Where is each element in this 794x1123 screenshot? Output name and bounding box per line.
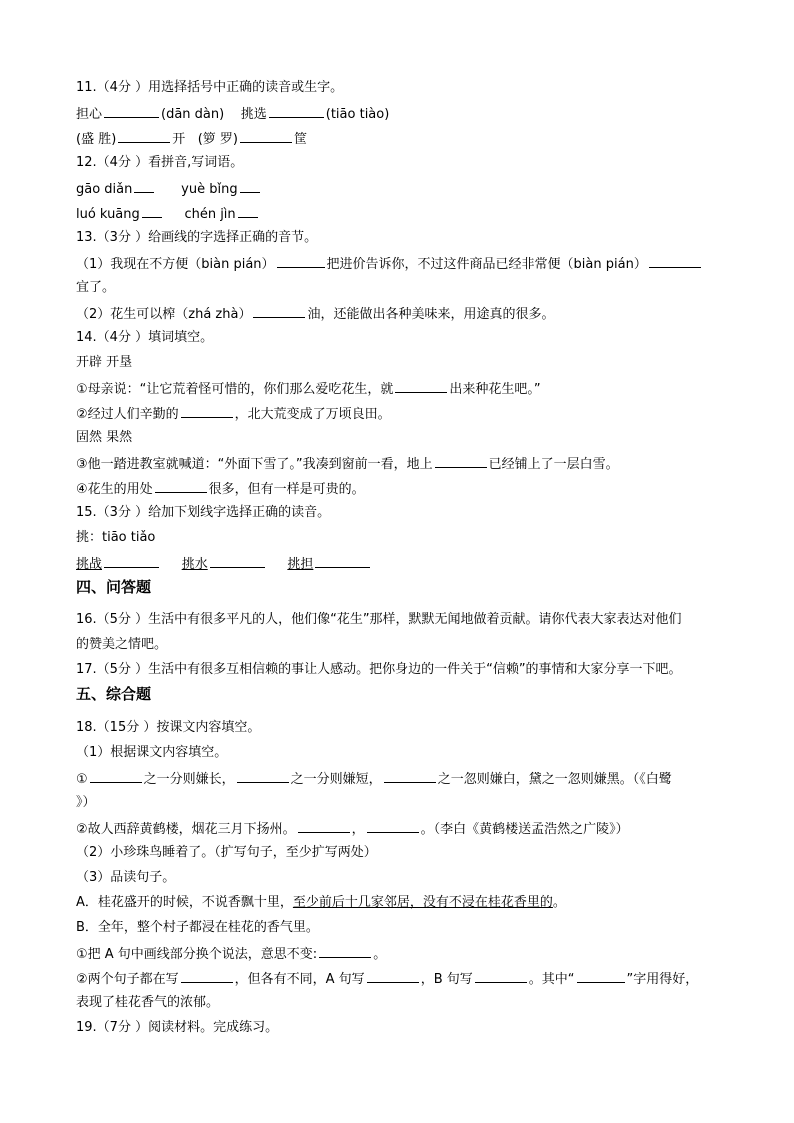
- pinyin-prompt: chén jìn: [184, 207, 236, 222]
- q14-sentence-4: [76, 480, 365, 498]
- q14-heading: 14.（4分 ）填词填空。: [76, 330, 214, 345]
- q19-heading: 19.（7分 ）阅读材料。完成练习。: [76, 1020, 279, 1035]
- q15-heading: 15.（3分 ）给加下划线字选择正确的读音。: [76, 505, 331, 520]
- q18-text: ”字用得好，: [626, 972, 699, 987]
- underlined-phrase: 至少前后十几家邻居，没有不浸在桂花香里的: [292, 895, 553, 910]
- q16-line-2: 的赞美之情吧。: [76, 637, 168, 652]
- q11-tail-d: 筐: [293, 132, 307, 147]
- answer-blank[interactable]: [237, 770, 289, 783]
- q11-pinyin-b: (tiāo tiào): [325, 107, 390, 122]
- q18-text: 。（李白《黄鹤楼送孟浩然之广陵》）: [420, 822, 629, 837]
- answer-blank[interactable]: [181, 405, 233, 418]
- answer-blank[interactable]: [577, 970, 625, 983]
- q14-word-choices-2: 固然 果然: [76, 430, 133, 445]
- section-4-title: 四、问答题: [76, 578, 152, 596]
- q13-line-3: [76, 305, 554, 323]
- q18-text: 之一分则嫌短，: [290, 772, 382, 787]
- q16-line-1: 16.（5分 ）生活中有很多平凡的人，他们像“花生”那样，默默无闻地做着贡献。请你代表大家表达对他们: [76, 612, 682, 627]
- q14-sentence-3: [76, 455, 619, 473]
- answer-blank[interactable]: [155, 480, 207, 493]
- answer-blank[interactable]: [319, 945, 371, 958]
- answer-blank[interactable]: [277, 255, 325, 268]
- q11-options-d: (箩 罗): [197, 132, 238, 147]
- answer-blank[interactable]: [181, 970, 233, 983]
- q14-text: 很多，但有一样是可贵的。: [208, 482, 365, 497]
- q11-tail-c: 开: [172, 132, 186, 147]
- q18-heading: 18.（15分 ）按课文内容填空。: [76, 720, 261, 735]
- q18-text: 。: [373, 947, 387, 962]
- q11-line-1: [76, 105, 389, 123]
- q11-word-b: 挑选: [240, 107, 267, 122]
- q12-line-1: [76, 180, 262, 198]
- answer-blank[interactable]: [315, 555, 370, 568]
- q18-sentence-b: B．全年，整个村子都浸在桂花的香气里。: [76, 920, 319, 935]
- q18-text: 。其中“: [528, 972, 575, 987]
- q18-text: 之一分则嫌长，: [143, 772, 235, 787]
- answer-blank[interactable]: [134, 180, 154, 193]
- q18-fill-2: [76, 820, 629, 838]
- q18-text: 。: [552, 895, 566, 910]
- q13-heading: 13.（3分 ）给画线的字选择正确的音节。: [76, 230, 318, 245]
- answer-blank[interactable]: [118, 130, 170, 143]
- q13-text: （1）我现在不方便（biàn pián）: [76, 257, 275, 272]
- q18-text: 之一忽则嫌白，黛之一忽则嫌黑。（《白鹭: [437, 772, 672, 787]
- answer-blank[interactable]: [104, 105, 159, 118]
- answer-blank[interactable]: [104, 555, 159, 568]
- q15-word: 挑担: [287, 557, 314, 572]
- q18-text: A．桂花盛开的时候，不说香飘十里，: [76, 895, 293, 910]
- q18-text: ②故人西辞黄鹤楼，烟花三月下扬州。: [76, 822, 296, 837]
- q13-line-1: [76, 255, 703, 273]
- pinyin-prompt: gāo diǎn: [76, 182, 133, 197]
- q18-text: ①把 A 句中画线部分换个说法，意思不变:: [76, 947, 318, 962]
- q18-text: ，但各有不同，A 句写: [234, 972, 365, 987]
- q18-fill-1: [76, 770, 672, 788]
- q18-text: ，B 句写: [420, 972, 473, 987]
- pinyin-prompt: luó kuāng: [76, 207, 140, 222]
- q14-word-choices-1: 开辟 开垦: [76, 355, 133, 370]
- answer-blank[interactable]: [395, 380, 447, 393]
- q13-text: （2）花生可以榨（zhá zhà）: [76, 307, 252, 322]
- answer-blank[interactable]: [240, 130, 292, 143]
- q18-part-2: （2）小珍珠鸟睡着了。（扩写句子，至少扩写两处）: [76, 845, 377, 860]
- answer-blank[interactable]: [367, 820, 419, 833]
- answer-blank[interactable]: [475, 970, 527, 983]
- q15-words: [76, 555, 372, 573]
- circled-number: ①: [76, 772, 88, 787]
- q14-text: ，北大荒变成了万顷良田。: [234, 407, 391, 422]
- section-5-title: 五、综合题: [76, 685, 152, 703]
- q18-text: ，: [351, 822, 365, 837]
- q11-pinyin-a: (dān dàn): [161, 107, 225, 122]
- q15-options: 挑：tiāo tiǎo: [76, 530, 156, 545]
- answer-blank[interactable]: [210, 555, 265, 568]
- answer-blank[interactable]: [649, 255, 701, 268]
- answer-blank[interactable]: [298, 820, 350, 833]
- q14-text: ④花生的用处: [76, 482, 153, 497]
- q18-question-1: [76, 945, 386, 963]
- q14-text: ③他一踏进教室就喊道：“外面下雪了。”我凑到窗前一看，地上: [76, 457, 433, 472]
- q18-question-2-cont: 表现了桂花香气的浓郁。: [76, 995, 220, 1010]
- answer-blank[interactable]: [384, 770, 436, 783]
- q12-line-2: [76, 205, 260, 223]
- answer-blank[interactable]: [269, 105, 324, 118]
- q18-fill-1-cont: 》）: [76, 795, 96, 810]
- q11-heading: 11.（4分 ）用选择括号中正确的读音或生字。: [76, 80, 344, 95]
- q18-part-1: （1）根据课文内容填空。: [76, 745, 228, 760]
- q14-sentence-2: [76, 405, 391, 423]
- q17-line: 17.（5分 ）生活中有很多互相信赖的事让人感动。把你身边的一件关于“信赖”的事情和大家分享一下吧。: [76, 662, 682, 677]
- q13-text: 把进价告诉你，不过这件商品已经非常便（biàn pián）: [326, 257, 647, 272]
- q15-word: 挑战: [76, 557, 103, 572]
- pinyin-prompt: yuè bǐng: [181, 182, 238, 197]
- q14-sentence-1: [76, 380, 541, 398]
- answer-blank[interactable]: [367, 970, 419, 983]
- q13-line-2: 宜了。: [76, 280, 116, 295]
- q18-text: ②两个句子都在写: [76, 972, 179, 987]
- answer-blank[interactable]: [238, 205, 258, 218]
- q11-line-2: [76, 130, 307, 148]
- q15-word: 挑水: [181, 557, 208, 572]
- q14-text: ①母亲说：“让它荒着怪可惜的，你们那么爱吃花生，就: [76, 382, 394, 397]
- q18-question-2: [76, 970, 698, 988]
- answer-blank[interactable]: [240, 180, 260, 193]
- q11-options-c: (盛 胜): [76, 132, 117, 147]
- q18-part-3: （3）品读句子。: [76, 870, 176, 885]
- answer-blank[interactable]: [142, 205, 162, 218]
- answer-blank[interactable]: [90, 770, 142, 783]
- q18-sentence-a: [76, 895, 566, 911]
- answer-blank[interactable]: [253, 305, 305, 318]
- q14-text: 出来种花生吧。”: [449, 382, 541, 397]
- q14-text: 已经铺上了一层白雪。: [488, 457, 619, 472]
- answer-blank[interactable]: [435, 455, 487, 468]
- q13-text: 油，还能做出各种美味来，用途真的很多。: [307, 307, 555, 322]
- q14-text: ②经过人们辛勤的: [76, 407, 179, 422]
- q12-heading: 12.（4分 ）看拼音,写词语。: [76, 155, 244, 170]
- q11-word-a: 担心: [76, 107, 103, 122]
